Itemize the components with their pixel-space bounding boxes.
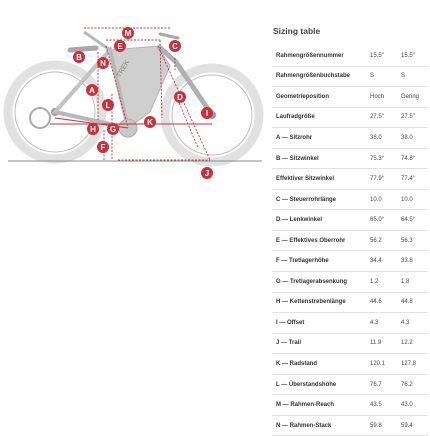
sizing-table-title: Sizing table	[273, 26, 321, 36]
value-hoch: 120.1	[366, 354, 397, 375]
label-D	[174, 91, 186, 103]
row-label: E — Effektives Oberrohr	[272, 230, 366, 251]
row-label: B — Sitzwinkel	[272, 148, 366, 169]
value-hoch: 15.5"	[366, 46, 397, 66]
row-label: L — Überstandshöhe	[272, 374, 366, 395]
svg-text:H: H	[90, 125, 96, 134]
label-M	[122, 27, 134, 39]
value-gering: 10.0	[397, 189, 428, 210]
table-row	[272, 333, 428, 354]
table-row	[272, 66, 428, 87]
label-A	[86, 84, 98, 96]
table-row	[272, 272, 428, 293]
table-row	[272, 230, 428, 251]
row-label: Laufradgröße	[272, 107, 366, 128]
table-row	[272, 46, 428, 66]
svg-text:L: L	[105, 101, 111, 110]
table-row	[272, 87, 428, 108]
table-row	[272, 292, 428, 313]
sizing-table-panel	[272, 26, 428, 436]
row-label: H — Kettenstrebenlänge	[272, 292, 366, 313]
brand-text: TREK	[115, 58, 132, 79]
value-hoch: 34.4	[366, 251, 397, 272]
svg-text:A: A	[89, 86, 95, 95]
value-hoch: 59.8	[366, 415, 397, 436]
value-gering: 74.8°	[397, 148, 428, 169]
svg-text:M: M	[124, 29, 132, 38]
svg-text:C: C	[172, 42, 178, 51]
svg-text:F: F	[100, 143, 106, 152]
label-E	[114, 40, 126, 52]
label-H	[87, 123, 99, 135]
value-hoch: 38.0	[366, 128, 397, 149]
table-row	[272, 415, 428, 436]
value-hoch: 44.6	[366, 292, 397, 313]
row-label: D — Lenkwinkel	[272, 210, 366, 231]
value-gering: 127.8	[397, 354, 428, 375]
value-gering: 59.4	[397, 415, 428, 436]
row-label: Effektiver Sitzwinkel	[272, 169, 366, 190]
row-label: G — Tretlagerabsenkung	[272, 272, 366, 293]
table-row	[272, 107, 428, 128]
row-label: M — Rahmen-Reach	[272, 395, 366, 416]
row-label: J — Trail	[272, 333, 366, 354]
row-label: C — Steuerrohrlänge	[272, 189, 366, 210]
label-N	[97, 57, 109, 69]
value-gering: S	[397, 66, 428, 87]
value-gering: 27.5"	[397, 107, 428, 128]
value-hoch: 76.7	[366, 374, 397, 395]
value-hoch: S	[366, 66, 397, 87]
label-I	[201, 107, 213, 119]
value-hoch: 10.0	[366, 189, 397, 210]
row-label: A — Sitzrohr	[272, 128, 366, 149]
row-label: Geometrieposition	[272, 87, 366, 108]
value-hoch: 4.3	[366, 313, 397, 334]
value-gering: 1.8	[397, 272, 428, 293]
label-G	[107, 123, 119, 135]
svg-text:B: B	[76, 53, 82, 62]
table-row	[272, 374, 428, 395]
value-hoch: 27.5"	[366, 107, 397, 128]
value-gering: 64.5°	[397, 210, 428, 231]
sizing-table	[272, 46, 428, 436]
table-row	[272, 128, 428, 149]
table-row	[272, 169, 428, 190]
table-row	[272, 354, 428, 375]
row-label: I — Offset	[272, 313, 366, 334]
value-gering: 38.0	[397, 128, 428, 149]
table-row	[272, 251, 428, 272]
value-hoch: 1.2	[366, 272, 397, 293]
value-hoch: 43.5	[366, 395, 397, 416]
label-B	[73, 51, 85, 63]
svg-text:K: K	[147, 118, 153, 127]
value-hoch: Hoch	[366, 87, 397, 108]
label-F	[97, 141, 109, 153]
value-hoch: 56.2	[366, 230, 397, 251]
value-gering: 44.8	[397, 292, 428, 313]
value-gering: 12.2	[397, 333, 428, 354]
label-L	[102, 99, 114, 111]
row-label: F — Tretlagerhöhe	[272, 251, 366, 272]
value-gering: Gering	[397, 87, 428, 108]
svg-text:J: J	[204, 169, 210, 178]
value-gering: 33.8	[397, 251, 428, 272]
value-gering: 43.0	[397, 395, 428, 416]
table-row	[272, 148, 428, 169]
svg-text:I: I	[205, 109, 209, 118]
table-row	[272, 313, 428, 334]
value-hoch: 77.9°	[366, 169, 397, 190]
value-hoch: 11.9	[366, 333, 397, 354]
row-label: K — Radstand	[272, 354, 366, 375]
row-label: N — Rahmen-Stack	[272, 415, 366, 436]
label-J	[201, 167, 213, 179]
table-row	[272, 395, 428, 416]
value-gering: 77.4°	[397, 169, 428, 190]
label-K	[144, 116, 156, 128]
row-label: Rahmengrößenbuchstabe	[272, 66, 366, 87]
value-hoch: 75.3°	[366, 148, 397, 169]
label-C	[169, 40, 181, 52]
value-gering: 76.2	[397, 374, 428, 395]
value-hoch: 65.0°	[366, 210, 397, 231]
svg-text:E: E	[117, 42, 123, 51]
svg-text:D: D	[177, 93, 183, 102]
row-label: Rahmengrößennummer	[272, 46, 366, 66]
value-gering: 56.3	[397, 230, 428, 251]
table-row	[272, 189, 428, 210]
svg-text:G: G	[109, 125, 117, 134]
svg-text:N: N	[100, 59, 106, 68]
table-row	[272, 210, 428, 231]
value-gering: 15.5"	[397, 46, 428, 66]
value-gering: 4.3	[397, 313, 428, 334]
